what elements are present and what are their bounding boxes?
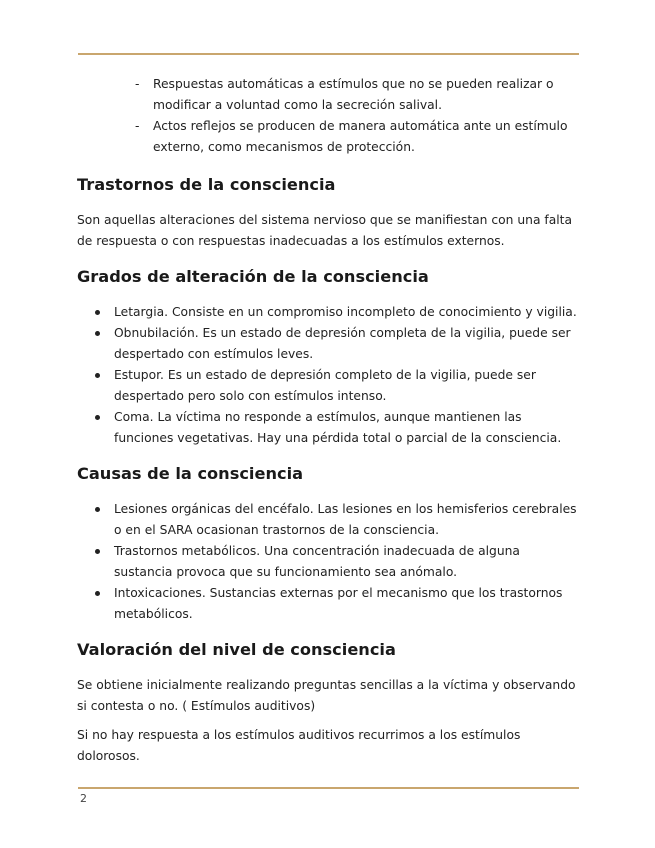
bullet-icon [95,507,100,512]
dash-marker: - [135,77,140,91]
section-title-trastornos: Trastornos de la consciencia [77,175,336,194]
bullet-icon [95,591,100,596]
list-item: - Actos reflejos se producen de manera automática ante un estímulo externo, como mecanismos de protección. [153,116,581,158]
intro-dash-list [77,74,581,158]
bullet-icon [95,549,100,554]
bullet-icon [95,331,100,336]
page-number: 2 [80,792,87,805]
footer-rule [78,787,579,789]
grados-bullet-list [77,302,581,449]
list-item: Obnubilación. Es un estado de depresión completa de la vigilia, puede ser despertado con estímulos leves. [114,323,581,365]
bullet-icon [95,415,100,420]
list-item: Coma. La víctima no responde a estímulos, aunque mantienen las funciones vegetativas. Hay una pérdida total o parcial de la consciencia. [114,407,581,449]
section-title-grados: Grados de alteración de la consciencia [77,267,429,286]
section-paragraph: Son aquellas alteraciones del sistema nervioso que se manifiestan con una falta de respuesta o con respuestas inadecuadas a los estímulos externos. [77,213,573,248]
dash-marker: - [135,119,140,133]
section-paragraph: Si no hay respuesta a los estímulos auditivos recurrimos a los estímulos dolorosos. [77,728,521,763]
list-item: Intoxicaciones. Sustancias externas por el mecanismo que los trastornos metabólicos. [114,583,581,625]
header-rule [78,53,579,55]
causas-bullet-list [77,499,581,625]
section-title-valoracion: Valoración del nivel de consciencia [77,640,396,659]
section-title-causas: Causas de la consciencia [77,464,304,483]
list-item: Estupor. Es un estado de depresión completo de la vigilia, puede ser despertado pero solo con estímulos intenso. [114,365,581,407]
list-item: Trastornos metabólicos. Una concentración inadecuada de alguna sustancia provoca que su funcionamiento sea anómalo. [114,541,581,583]
page-content [77,74,581,767]
list-item: - Respuestas automáticas a estímulos que no se pueden realizar o modificar a voluntad como la secreción salival. [153,74,581,116]
bullet-icon [95,310,100,315]
bullet-icon [95,373,100,378]
list-item: Lesiones orgánicas del encéfalo. Las lesiones en los hemisferios cerebrales o en el SARA ocasionan trastornos de la consciencia. [114,499,581,541]
section-paragraph: Se obtiene inicialmente realizando preguntas sencillas a la víctima y observando si contesta o no. ( Estímulos auditivos) [77,678,576,713]
list-item: Letargia. Consiste en un compromiso incompleto de conocimiento y vigilia. [114,302,581,323]
